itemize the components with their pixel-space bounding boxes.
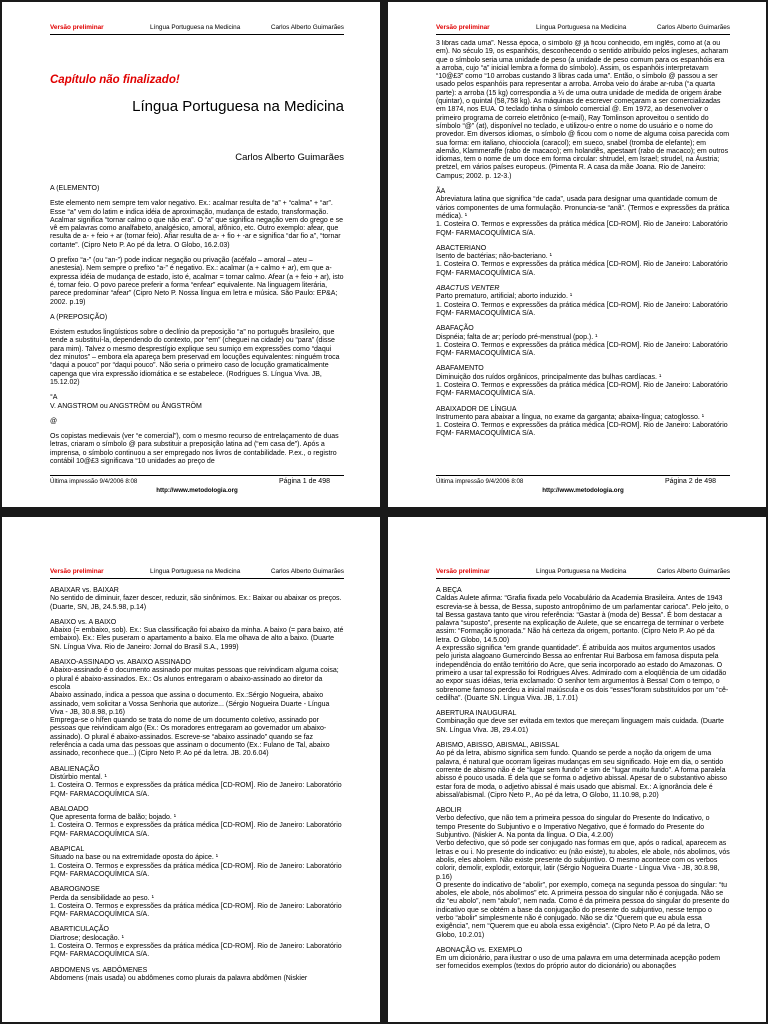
entry-heading: ÃA [436,188,446,196]
entry-text: A expressão significa “em grande quantidade”. É atribuída aos muitos argumentos usados pelo jurista alagoano Gumercindo Bessa ao enfrentar Rui Barbosa em famosa disputa pela independência do então território do Acre, que seria incorporado ao estado do Amazonas. O primeiro a usar tal expressão foi Rodrigues Alves. Admirado com a eloqüência de um cidadão ao expor suas idéias, teria exclamado: O senhor tem argumentos à Bessa! Com o tempo, o sobrenome famoso perdeu a inicial maiúscula e os dois “esses”foram substituídos por um “cê-cedilha”. (Duarte SN. Língua Viva. JB, 1.7.01) [436,645,729,702]
header-author: Carlos Alberto Guimarães [656,568,730,575]
header-status: Versão preliminar [436,568,490,575]
page-footer [436,475,730,496]
entry-text: Situado na base ou na extremidade oposta do ápice. ¹ [50,854,219,862]
entry-text: Isento de bactérias; não-bacteriano. ¹ [436,253,552,261]
entry-text: Em um dicionário, para ilustrar o uso de uma palavra em uma determinada acepção podem ser fornecidos exemplos (textos do próprio autor do dicionário) ou abonações [436,955,721,971]
page-header [436,22,730,35]
entry-heading: À BEÇA [436,587,462,594]
entry-text: O prefixo “a-” (ou “an-”) pode indicar negação ou privação (acéfalo – amoral – ateu – anestesia). Nem sempre o prefixo “a-” é negativo. Ex.: acalmar (a + calmo + ar), em que a- expressa idéia de mudança de estado, isto é, acalmar = tornar calmo. Afear (a + feio + ar), isto é, tornar feio. O povo parece preferir a forma “enfear” equivalente. Na linguagem literária, parece predominar “afear” (Cipro Neto P. Nossa língua em letra e música. São Paulo: EP&A; 2002. p.19) [50,257,344,306]
entry-text: Verbo defectivo, que só pode ser conjugado nas formas em que, após o radical, aparecem as letras e ou i. No presente do indicativo: eu (não existe), tu aboles, ele abole, nós abolimos, vós abolis, eles abolem. Não existe presente do subjuntivo. O mesmo acontece com os verbos colorir, demolir, explodir, extorquir, latir (Sérgio Nogueira Duarte - Língua Viva - JB, 30.8.98, p.16) [436,840,730,881]
entry-text: Parto prematuro, artificial; aborto induzido. ¹ [436,293,573,301]
entry-text: Este elemento nem sempre tem valor negativo. Ex.: acalmar resulta de “a” + “calma” + “ar”. Esse “a” vem do latim e indica idéia de aproximação, mudança de estado, transformação. Acalmar significa “tornar calmo o que não era”. O “a” que significa negação vem do grego e se vê em palavras como analfabeto, analgésico, amoral, afônico, etc. Outro exemplo: afear, que resulta de a- + feio + ar (tornar feio). Afiar resulta de a- + fio + -ar e significa “dar fio a”, “tornar cortante”. (Cipro Neto P. Ao pé da letra. O Globo, 16.2.03) [50,200,343,249]
footer-print-date: Última impressão 9/4/2006 8:08 [436,478,524,485]
page-header [50,566,344,579]
entry-text: Abaixo assinado, indica a pessoa que assina o documento. Ex.:Sérgio Nogueira, abaixo assinado, vem solicitar a Vossa Senhoria que autorize... (Sérgio Nogueira Duarte - Língua Viva - JB, 30.8.98, p.16) [50,692,330,716]
entry-text: Abaixo-assinado é o documento assinado por muitas pessoas que reivindicam alguma coisa; o plural é abaixo-assinados. Ex.: Os alunos entregaram o abaixo-assinado ao diretor da escola [50,667,339,691]
entry-text: Caldas Aulete afirma: “Grafia fixada pelo Vocabulário da Academia Brasileira. Antes de 1943 escrevia-se à bessa, de Bessa, suposto antropônimo de um parlamentar carioca”. Pelo jeito, o tal Bessa gastava tanto que virou referência: “Gastar à (moda de) Bessa”. É bom destacar a palavra “suposto”, presente na explicação de Aulete, que se encarrega de terminar o verbete assim: “Formação ignorada.” Não há certeza da origem, portanto. (Cipro Neto P. Ao pé da letra. O Globo, 14.5.00) [436,595,729,644]
entry-heading: A (PREPOSIÇÃO) [50,313,108,321]
page-body [50,185,344,467]
entry-heading: ABAFAÇÃO [436,325,474,333]
entry-heading: ABALIENAÇÃO [50,765,100,773]
entry-text: Distúrbio mental. ¹ [50,773,107,781]
document-page-2 [388,2,766,507]
entry-text: 3 libras cada uma”. Nessa época, o símbolo @ já ficou conhecido, em inglês, como at (a ou em). No século 19, os espanhóis, desconhecendo o sentido atribuído pelos ingleses, acharam que o símbolo seria uma unidade de peso (a unidade de peso comum para os espanhóis era a arroba, cujo “a” inicial lembra a forma do símbolo). Assim, os espanhóis interpretavam “10@£3” como “10 arrobas custando 3 libras cada uma”. Então, o símbolo @ passou a ser usado pelos espanhóis para representar a arroba. Arroba veio do árabe ar-ruba (“a quarta parte): a arroba (15 kg) correspondia a ¼ de uma outra unidade de medida de origem árabe (quintar), o quintal (58,758 kg). As máquinas de escrever começaram a ser comercializadas em 1874, nos EUA. O teclado tinha o símbolo comercial @. Em 1972, ao desenvolver o primeiro programa de correio eletrônico (e-mail), Ray Tomlinson aproveitou o sentido do símbolo “@” (at), disponível no teclado, e utilizou-o entre o nome do usuário e o nome do provedor. Em diversos idiomas, o símbolo @ ficou com o nome de alguma coisa parecida com sua forma: em italiano, chiocciola (caracol); em sueco, snabel (tromba de elefante); em alemão, Klammeraffe (rabo de macaco); em holandês, apestaart (rabo de macaco); em outros idiomas, tem o nome de um doce em forma circular: shtrudel, em Israel; strudel, na Áustria; pretzel, em vários países europeus. (Pimenta R. A casa da mãe Joana. Rio de Janeiro: Campus; 2002. p. 12-3.) [436,40,730,180]
document-page-3 [2,517,380,1022]
entry-heading: ABAFAMENTO [436,365,484,373]
entry-text: Abaixo (= embaixo, sob). Ex.: Sua classificação foi abaixo da minha. A baixo (= para baixo, até embaixo). Ex.: Eles puseram o apartamento a baixo. Ela me olhava de alto a baixo. (Duarte SN. Língua Viva. Rio de Janeiro: Jornal do Brasil S.A., 1999) [50,627,344,651]
page-body [50,587,344,1022]
page-header [50,22,344,35]
page-header [436,566,730,579]
entry-text: Os copistas medievais (ver “e comercial”), com o mesmo recurso de entrelaçamento de duas letras, criaram o símbolo @ para substituir a preposição latina ad (“em casa de”). Após a imprensa, o símbolo continuou a ser empregado nos livros de contabilidade. P.ex., o registro contábil 10@£3 significava “10 unidades ao preço de [50,433,339,466]
entry-reference: 1. Costeira O. Termos e expressões da prática médica [CD-ROM]. Rio de Janeiro: Laboratório FQM- FARMACOQUÍMICA S/A. [50,942,342,959]
entry-text: O presente do indicativo de “abolir”, por exemplo, começa na segunda pessoa do singular: “tu aboles, ele abole, nós abolimos” etc. A primeira pessoa do singular não é conjugada. Não se diz “eu abolo”, nem “abulo”, nem nada. Como é da primeira pessoa do singular do presente do indicativo que se obtém a base da conjugação do presente do subjuntivo, nesse tempo o verbo “abolir” simplesmente não é conjugado. Não se diz “Querem que eu abula essa exigência”, nem “Querem que eu abola essa exigência”. (Cipro Neto P. Ao pé da letra, O Globo, 10.2.01) [436,881,730,939]
cover-title: Língua Portuguesa na Medicina [132,98,344,115]
entry-heading: ABACTUS VENTER [436,285,500,293]
entry-heading: ABAIXO vs. A BAIXO [50,618,117,626]
document-page-1 [2,2,380,507]
footer-page-number: Página 2 de 498 [665,478,716,485]
entry-heading: °A [50,394,58,402]
entry-text: Emprega-se o hífen quando se trata do nome de um documento coletivo, assinado por pessoas que reivindicam algo (Ex.: Os moradores entregaram ao governador um abaixo-assinado). O plural é abaixo-assinados. Escreve-se “abaixo assinado” quando se faz referência a cada uma das pessoas que assinam o documento (Ex.: Fulano de Tal, abaixo assinado, reconhece que...) (Cipro Neto P. Ao pé da letra. JB. 20.6.04) [50,717,330,758]
entry-text: Perda da sensibilidade ao peso. ¹ [50,894,154,902]
entry-heading: ABACTERIANO [436,244,487,252]
entry-heading: ABAPICAL [50,846,85,854]
entry-text: Dispnéia; falta de ar; período pré-menstrual (pop.). ¹ [436,333,598,341]
entry-heading: ABARTICULAÇÃO [50,926,109,934]
entry-reference: 1. Costeira O. Termos e expressões da prática médica [CD-ROM]. Rio de Janeiro: Laboratório FQM- FARMACOQUÍMICA S/A. [50,862,342,878]
footer-url-link[interactable]: http://www.metodologia.org [542,487,624,494]
header-author: Carlos Alberto Guimarães [270,24,344,31]
entry-text: Abdomens (mais usada) ou abdômenes como plurais da palavra abdômen (Niskier [50,974,308,982]
entry-text: Existem estudos lingüísticos sobre o declínio da preposição “a” no português brasileiro, que tende a substituí-la, dependendo do contexto, por “em” (cheguei na cidade) ou “para” (disse para mim). Talvez o mesmo desprestígio explique seu sumiço em expressões como “daqui dez minutos” – embora ela apareça bem preservad em locuções equivalentes: ninguém troca “daqui a pouco” por “daqui pouco”. Não seria o primeiro caso de locução gramaticalmente capenga que vira expressão idiomática e se estabelece. (Rodrigues S. Língua Viva. JB, 15.12.02) [50,329,340,386]
entry-reference: 1. Costeira O. Termos e expressões da prática médica [CD-ROM]. Rio de Janeiro: Laboratório FQM- FARMACOQUÍMICA S/A. [50,902,342,919]
cover-author: Carlos Alberto Guimarães [235,152,344,163]
entry-text: V. ANGSTROM ou ANGSTRÖM ou ÅNGSTRÖM [50,402,202,410]
cover-caption: Capítulo não finalizado! [50,74,180,86]
entry-reference: 1. Costeira O. Termos e expressões da prática médica [CD-ROM]. Rio de Janeiro: Laboratório FQM- FARMACOQUÍMICA S/A. [436,341,728,358]
entry-reference: 1. Costeira O. Termos e expressões da prática médica [CD-ROM]. Rio de Janeiro: Laboratório FQM- FARMACOQUÍMICA S/A. [436,221,728,237]
page-body [436,587,730,1022]
entry-reference: 1. Costeira O. Termos e expressões da prática médica [CD-ROM]. Rio de Janeiro: Laboratório FQM- FARMACOQUÍMICA S/A. [436,261,728,277]
page-footer [50,475,344,496]
header-status: Versão preliminar [50,24,104,31]
footer-page-number: Página 1 de 498 [279,478,330,485]
entry-heading: ABAIXO-ASSINADO vs. ABAIXO ASSINADO [50,659,191,667]
document-page-4 [388,517,766,1022]
entry-heading: ABAROGNOSE [50,886,100,894]
header-title: Língua Portuguesa na Medicina [150,24,241,31]
entry-heading: ABONAÇÃO vs. EXEMPLO [436,946,523,954]
entry-text: Ao pé da letra, abismo significa sem fundo. Quando se perde a noção da origem de uma palavra, é natural que ocorram ligeiras mudanças em seu significado. Hoje em dia, o sentido corrente de abismo não é de “lugar sem fundo” e sim de “lugar muito fundo”. A forma paralela abisso é pouco usada. É dela que se forma o adjetivo abissal. Apesar de o substantivo abisso estar fora de moda, o adjetivo abissal é mais usado que abismal. Ex.: A ignorância dele é abissal/abismal. (Cipro Neto P., Ao pé da letra, O Globo, 11.10.98, p.20) [436,750,728,799]
header-author: Carlos Alberto Guimarães [656,24,730,31]
header-author: Carlos Alberto Guimarães [270,568,344,575]
entry-heading: ABAIXAR vs. BAIXAR [50,587,119,594]
entry-heading: @ [50,417,58,425]
entry-text: Verbo defectivo, que não tem a primeira pessoa do singular do Presente do Indicativo, o tempo Presente do Subjuntivo e o Imperativo Negativo, que é formado do Presente do Subjuntivo. (Niskier A. Na ponta da língua. O Dia, 4.2.00) [436,815,710,840]
entry-text: Abreviatura latina que significa “de cada”, usada para designar uma quantidade comum de vários componentes de uma formulação. Pronuncia-se “anã”. (Termos e expressões da prática médica). ¹ [436,196,730,220]
header-status: Versão preliminar [50,568,104,575]
entry-text: Combinação que deve ser evitada em textos que mereçam linguagem mais cuidada. (Duarte SN. Língua Viva. JB, 29.4.01) [436,718,724,734]
entry-reference: 1. Costeira O. Termos e expressões da prática médica [CD-ROM]. Rio de Janeiro: Laboratório FQM- FARMACOQUÍMICA S/A. [50,822,342,838]
entry-heading: A (ELEMENTO) [50,185,100,192]
entry-heading: ABISMO, ABISSO, ABISMAL, ABISSAL [436,742,560,750]
entry-heading: ABDOMENS vs. ABDÔMENES [50,966,148,974]
header-status: Versão preliminar [436,24,490,31]
entry-text: No sentido de diminuir, fazer descer, reduzir, são sinônimos. Ex.: Baixar ou abaixar os preços. (Duarte, SN, JB, 24.5.98, p.14) [50,595,342,611]
entry-reference: 1. Costeira O. Termos e expressões da prática médica [CD-ROM]. Rio de Janeiro: Laboratório FQM- FARMACOQUÍMICA S/A. [436,422,728,438]
entry-text: Que apresenta forma de balão; bojado. ¹ [50,814,177,822]
entry-heading: ABAIXADOR DE LÍNGUA [436,405,517,413]
entry-heading: ABERTURA INAUGURAL [436,710,517,718]
entry-text: Diartrose; deslocação. ¹ [50,934,124,942]
entry-heading: ABOLIR [436,807,462,815]
page-body [436,40,730,467]
entry-reference: 1. Costeira O. Termos e expressões da prática médica [CD-ROM]. Rio de Janeiro: Laboratório FQM- FARMACOQUÍMICA S/A. [436,301,728,317]
entry-reference: 1. Costeira O. Termos e expressões da prática médica [CD-ROM]. Rio de Janeiro: Laboratório FQM- FARMACOQUÍMICA S/A. [436,381,728,398]
footer-print-date: Última impressão 9/4/2006 8:08 [50,478,138,485]
header-title: Língua Portuguesa na Medicina [536,24,627,31]
entry-text: Diminuição dos ruídos orgânicos, principalmente das bulhas cardíacas. ¹ [436,373,662,381]
header-title: Língua Portuguesa na Medicina [150,568,241,575]
footer-url-link[interactable]: http://www.metodologia.org [156,487,238,494]
header-title: Língua Portuguesa na Medicina [536,568,627,575]
entry-reference: 1. Costeira O. Termos e expressões da prática médica [CD-ROM]. Rio de Janeiro: Laboratório FQM- FARMACOQUÍMICA S/A. [50,782,342,798]
entry-heading: ABALOADO [50,805,89,813]
entry-text: Instrumento para abaixar a língua, no exame da garganta; abaixa-língua; catoglosso. ¹ [436,413,705,421]
